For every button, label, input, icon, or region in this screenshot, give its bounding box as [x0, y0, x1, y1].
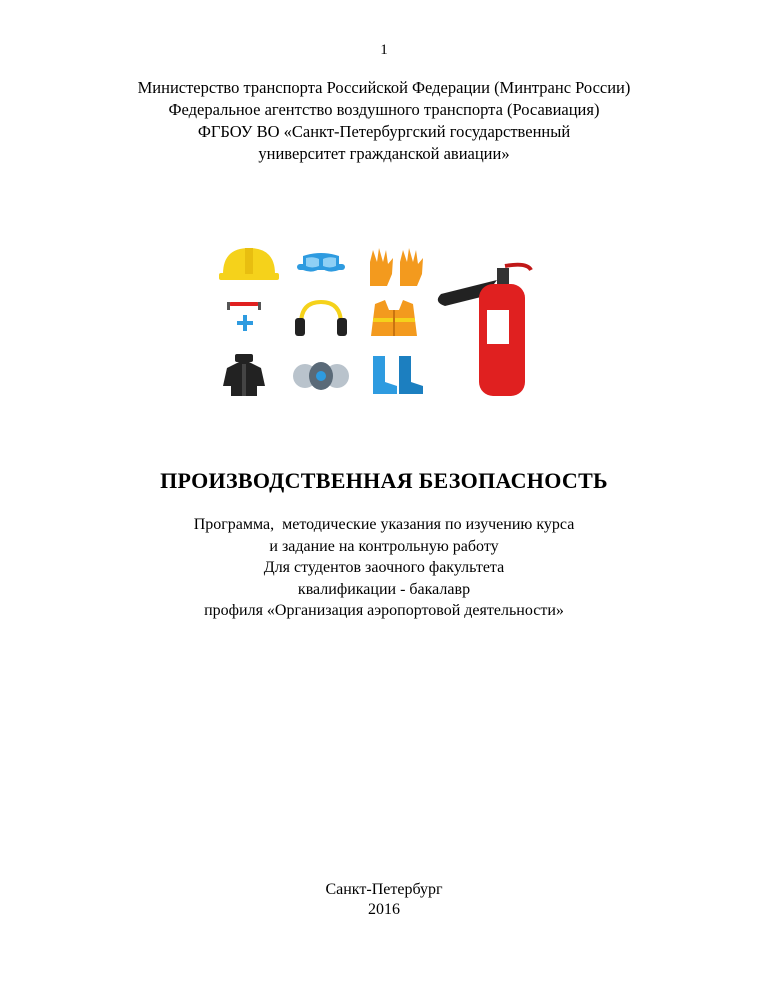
- safety-vest-icon: [371, 300, 417, 336]
- rubber-boots-icon: [373, 356, 423, 394]
- header-line: ФГБОУ ВО «Санкт-Петербургский государственный: [197, 122, 571, 141]
- page-number: 1: [380, 42, 388, 58]
- ministry-header: [0, 77, 768, 165]
- ear-muffs-icon: [295, 302, 347, 336]
- header-line: Федеральное агентство воздушного транспорта (Росавиация): [168, 100, 600, 119]
- document-title: ПРОИЗВОДСТВЕННАЯ БЕЗОПАСНОСТЬ: [160, 468, 608, 493]
- publication-info: [0, 880, 768, 920]
- respirator-icon: [293, 362, 349, 390]
- subtitle-line: Программа, методические указания по изучению курса: [193, 516, 575, 533]
- first-aid-icon: [227, 302, 261, 331]
- publication-city: Санкт-Петербург: [325, 881, 443, 898]
- header-line: университет гражданской авиации»: [258, 144, 510, 163]
- safety-goggles-icon: [297, 253, 345, 272]
- subtitle-line: и задание на контрольную работу: [269, 537, 499, 555]
- header-line: Министерство транспорта Российской Федерации (Минтранс России): [137, 78, 631, 97]
- gloves-icon: [370, 248, 423, 286]
- fire-extinguisher-icon: [438, 265, 531, 396]
- subtitle-line: Для студентов заочного факультета: [263, 559, 505, 576]
- subtitle-line: квалификации - бакалавр: [297, 580, 471, 598]
- publication-year: 2016: [368, 901, 400, 918]
- safety-equipment-illustration: [205, 236, 555, 406]
- uniform-jacket-icon: [223, 354, 265, 396]
- document-subtitle: [0, 514, 768, 622]
- subtitle-line: профиля «Организация аэропортовой деятельности»: [204, 602, 564, 619]
- hard-hat-icon: [219, 248, 279, 280]
